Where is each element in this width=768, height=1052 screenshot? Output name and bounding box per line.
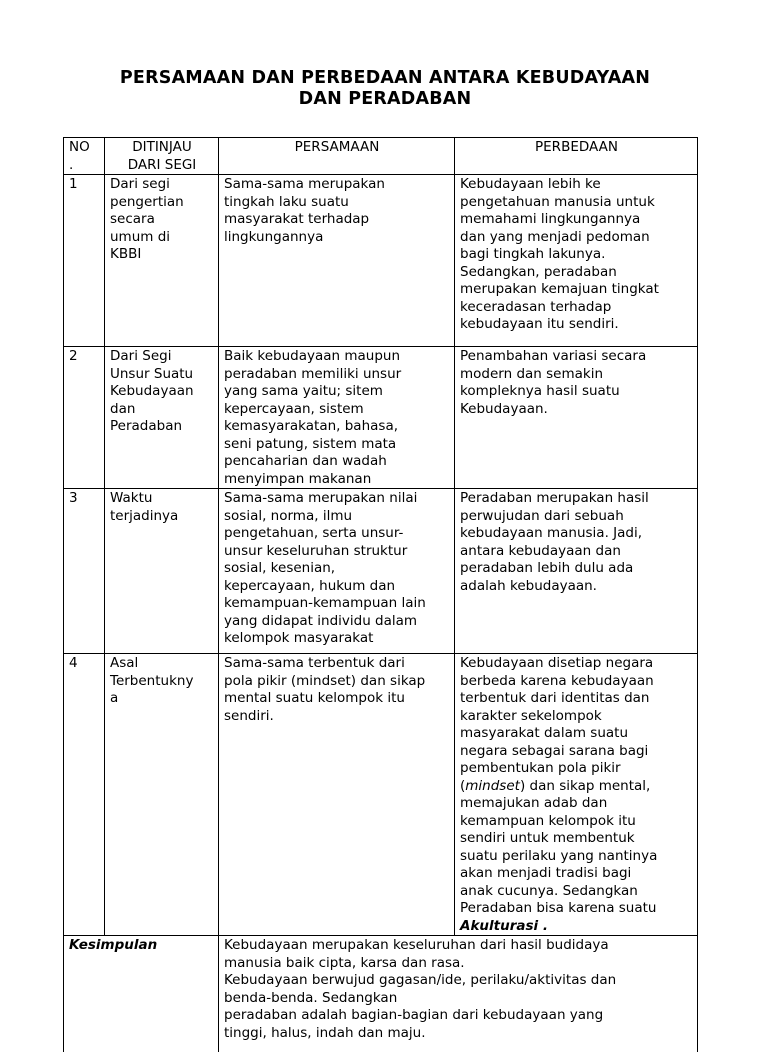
table-header-row [64,138,698,175]
title-line-2: DAN PERADABAN [60,89,710,110]
row-segi: Dari Segi Unsur Suatu Kebudayaan dan Peradaban [105,347,219,489]
mindset-line: (mindset) dan sikap mental, [460,778,693,796]
table-row [64,489,698,654]
table-row [64,175,698,347]
header-no: NO . [64,138,105,175]
kesimpulan-row [64,936,698,1052]
document-title [60,68,710,110]
row-number: 3 [64,489,105,654]
row-persamaan: Sama-sama terbentuk dari pola pikir (mindset) dan sikap mental suatu kelompok itu sendiri. [219,654,455,936]
kesimpulan-text: Kebudayaan merupakan keseluruhan dari hasil budidaya manusia baik cipta, karsa dan rasa. Kebudayaan berwujud gagasan/ide, perilaku/aktivitas dan benda-benda. Sedangkan peradaban adalah bagian-bagian dari kebudayaan yang tinggi, halus, indah dan maju. [219,936,698,1052]
comparison-table [63,137,698,1052]
row-number: 2 [64,347,105,489]
title-line-1: PERSAMAAN DAN PERBEDAAN ANTARA KEBUDAYAAN [60,68,710,89]
kesimpulan-label: Kesimpulan [64,936,219,1052]
row-perbedaan: Kebudayaan lebih ke pengetahuan manusia untuk memahami lingkungannya dan yang menjadi pedoman bagi tingkah lakunya. Sedangkan, peradaban merupakan kemajuan tingkat keceradasan terhadap kebudayaan itu sendiri. [455,175,698,347]
row-persamaan: Baik kebudayaan maupun peradaban memiliki unsur yang sama yaitu; sitem kepercayaan, sistem kemasyarakatan, bahasa, seni patung, sistem mata pencaharian dan wadah menyimpan makanan [219,347,455,489]
row-perbedaan: Peradaban merupakan hasil perwujudan dari sebuah kebudayaan manusia. Jadi, antara kebudayaan dan peradaban lebih dulu ada adalah kebudayaan. [455,489,698,654]
row-perbedaan: Kebudayaan disetiap negara berbeda karena kebudayaan terbentuk dari identitas dan karakter sekelompok masyarakat dalam suatu negara sebagai sarana bagi pembentukan pola pikir (mindset) dan sikap mental, memajukan adab dan kemampuan kelompok itu sendiri untuk membentuk suatu perilaku yang nantinya akan menjadi tradisi bagi anak cucunya. Sedangkan Peradaban bisa karena suatu Akulturasi . [455,654,698,936]
row-segi: Dari segi pengertian secara umum di KBBI [105,175,219,347]
table-row [64,347,698,489]
table-row [64,654,698,936]
row-segi: Asal Terbentukny a [105,654,219,936]
mindset-italic: mindset [465,778,520,794]
header-persamaan: PERSAMAAN [219,138,455,175]
row-number: 1 [64,175,105,347]
row-persamaan: Sama-sama merupakan nilai sosial, norma, ilmu pengetahuan, serta unsur- unsur keseluruhan struktur sosial, kesenian, kepercayaan, hukum dan kemampuan-kemampuan lain yang didapat individu dalam kelompok masyarakat [219,489,455,654]
header-perbedaan: PERBEDAAN [455,138,698,175]
header-ditinjau: DITINJAU DARI SEGI [105,138,219,175]
row-segi: Waktu terjadinya [105,489,219,654]
row-number: 4 [64,654,105,936]
akulturasi-text: Akulturasi . [460,918,693,936]
row-persamaan: Sama-sama merupakan tingkah laku suatu masyarakat terhadap lingkungannya [219,175,455,347]
row-perbedaan: Penambahan variasi secara modern dan semakin kompleknya hasil suatu Kebudayaan. [455,347,698,489]
